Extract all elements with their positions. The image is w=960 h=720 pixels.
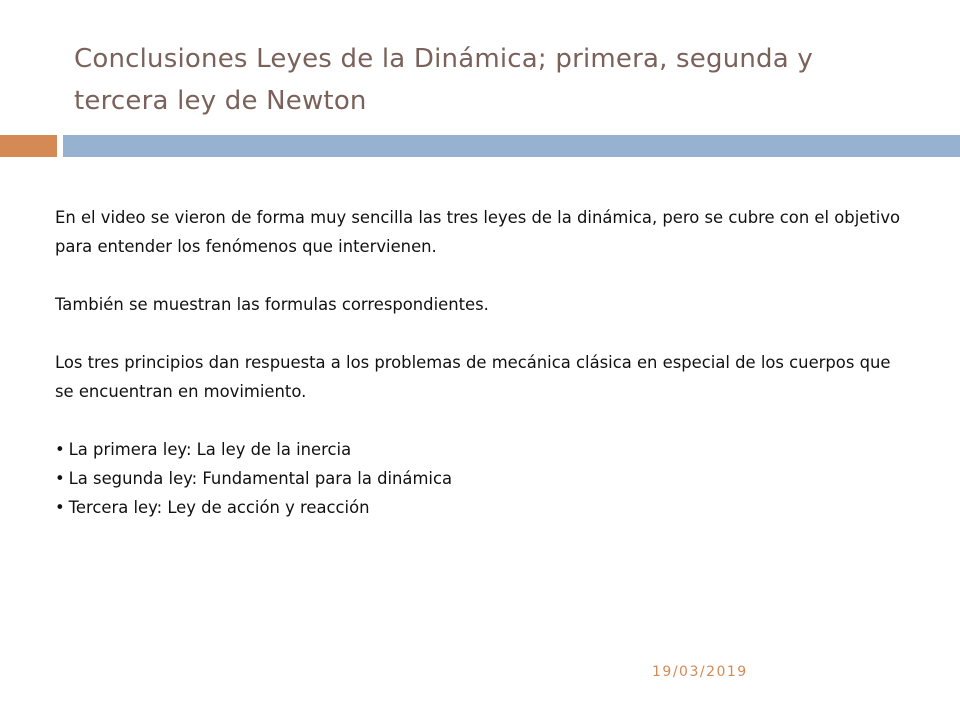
bullet-list (55, 435, 905, 522)
slide-body (55, 203, 905, 522)
accent-bar-blue (63, 135, 960, 157)
bullet-item (55, 435, 905, 464)
bullet-text: La segunda ley: Fundamental para la dinámica (68, 469, 453, 488)
bullet-glyph: • (55, 469, 65, 488)
body-paragraph-2: También se muestran las formulas correspondientes. (55, 295, 489, 314)
slide-title: Conclusiones Leyes de la Dinámica; primera, segunda y tercera ley de Newton (74, 44, 813, 116)
bullet-glyph: • (55, 440, 65, 459)
bullet-text: Tercera ley: Ley de acción y reacción (68, 498, 370, 517)
accent-bar-orange (0, 135, 57, 157)
body-paragraph-3: Los tres principios dan respuesta a los problemas de mecánica clásica en especial de los cuerpos que se encuentran en movimiento. (55, 353, 891, 401)
bullet-glyph: • (55, 498, 65, 517)
bullet-item (55, 464, 905, 493)
body-paragraph-1: En el video se vieron de forma muy sencilla las tres leyes de la dinámica, pero se cubre con el objetivo para entender los fenómenos que intervienen. (55, 208, 901, 256)
bullet-item (55, 493, 905, 522)
footer-date: 19/03/2019 (652, 664, 748, 680)
bullet-text: La primera ley: La ley de la inercia (68, 440, 352, 459)
